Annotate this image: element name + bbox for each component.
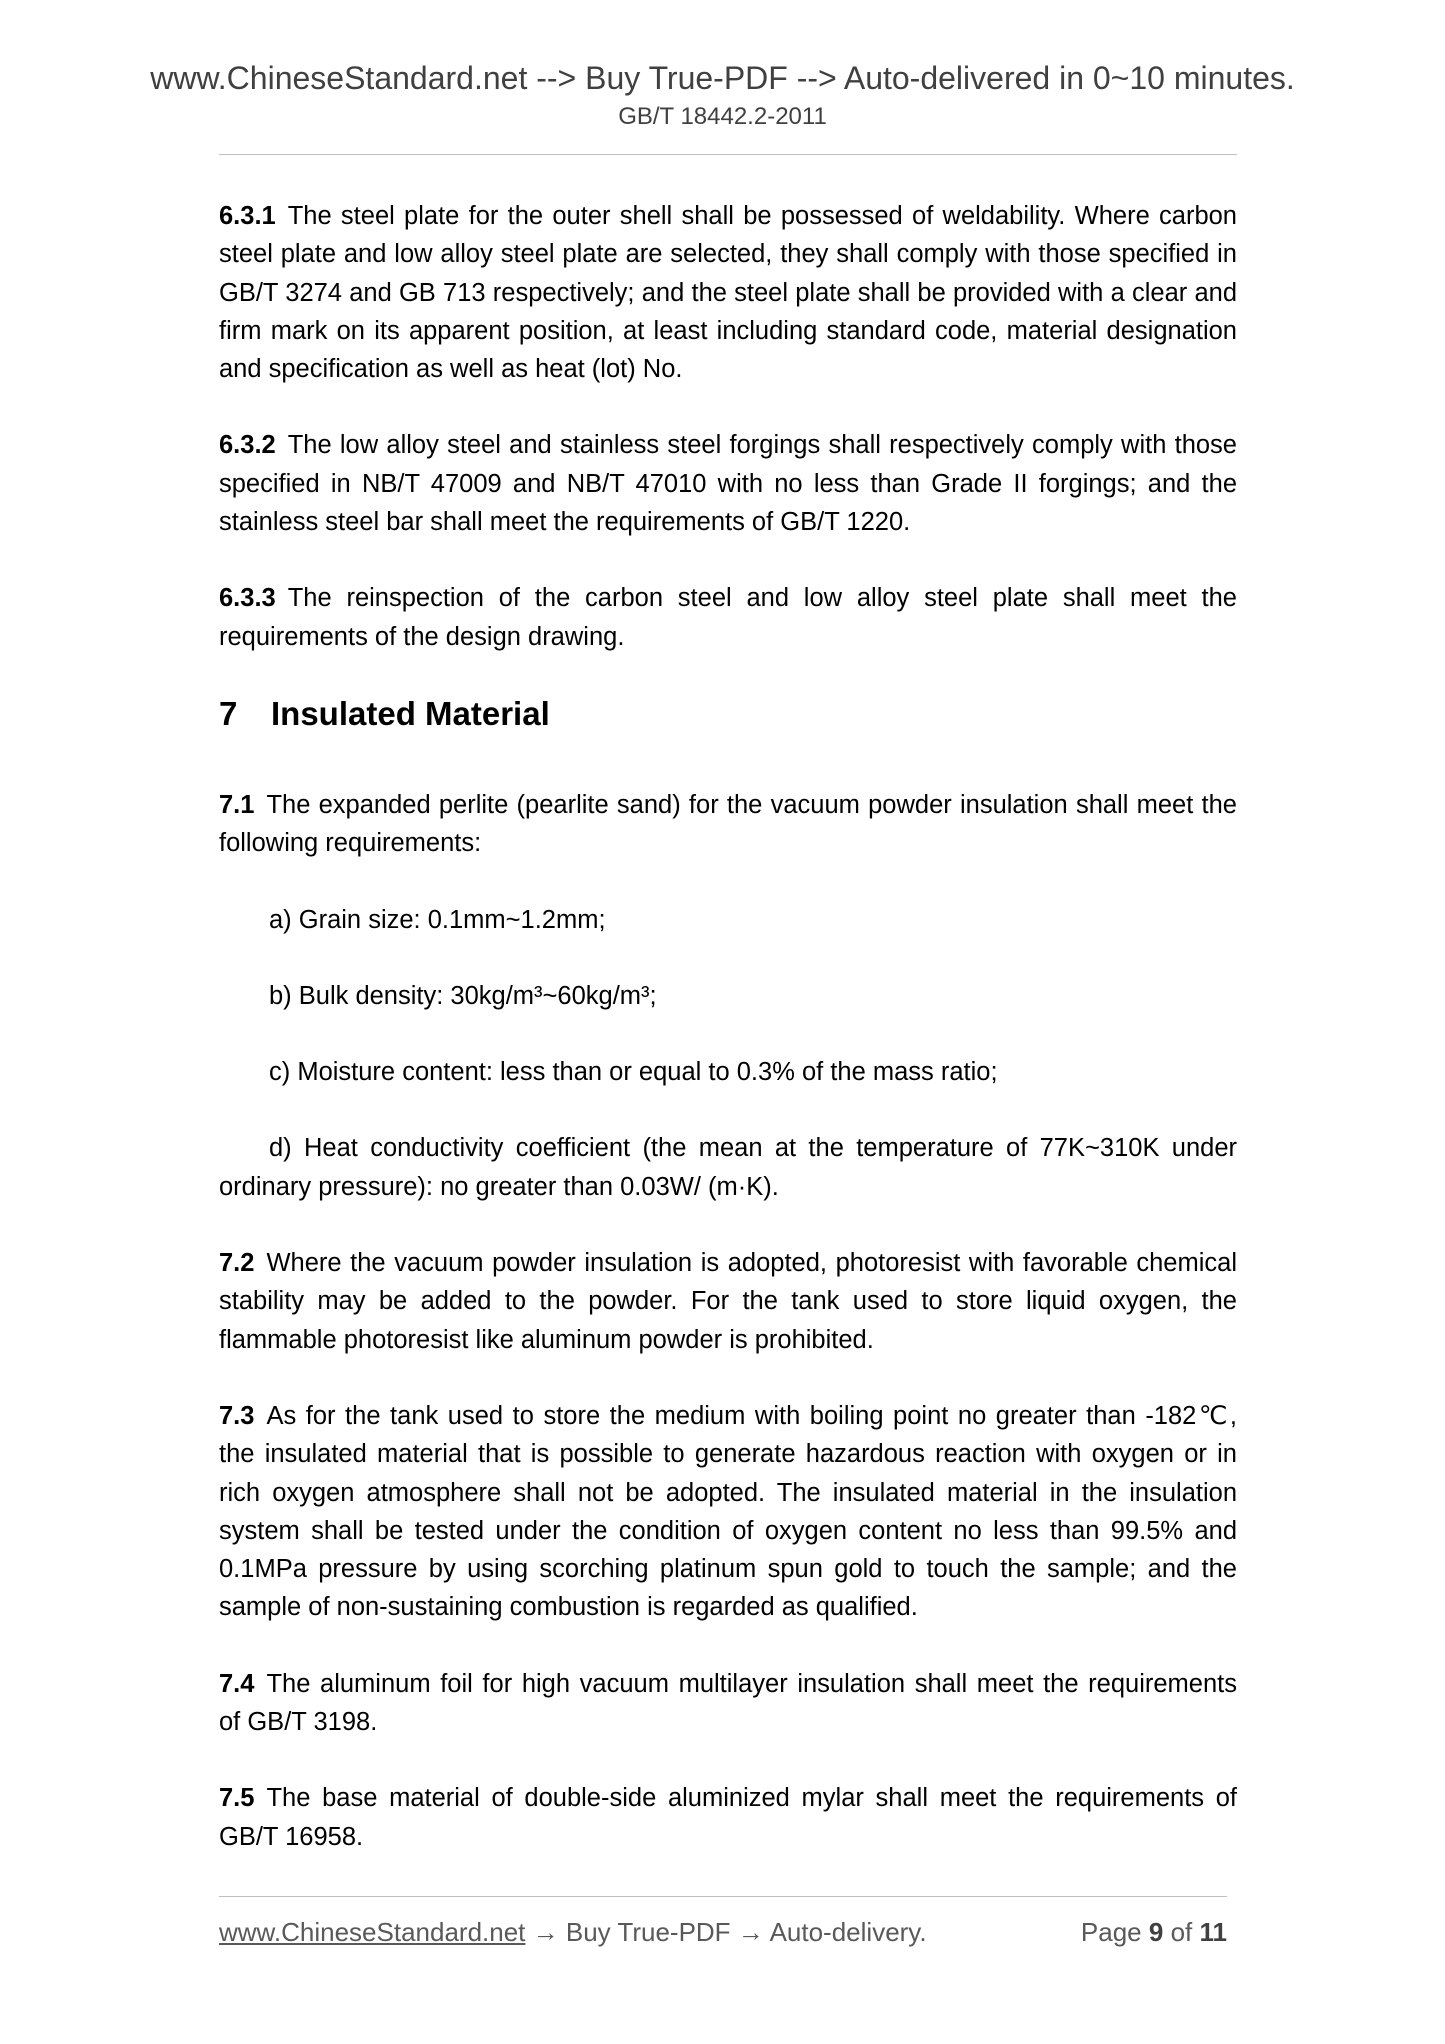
- clause-number: 7.2: [219, 1249, 255, 1278]
- footer-divider: [219, 1896, 1227, 1897]
- top-banner: www.ChineseStandard.net --> Buy True-PDF --> Auto-delivered in 0~10 minutes.: [150, 60, 1295, 96]
- clause-7-4: [219, 1665, 1237, 1742]
- clause-number: 7.1: [219, 790, 255, 819]
- document-code: GB/T 18442.2-2011: [618, 103, 827, 130]
- clause-7-2: [219, 1244, 1237, 1359]
- list-item-a: a) Grain size: 0.1mm~1.2mm;: [269, 905, 606, 934]
- list-item-b: b) Bulk density: 30kg/m³~60kg/m³;: [269, 981, 657, 1010]
- page-indicator: [1081, 1915, 1227, 1949]
- clause-number: 6.3.2: [219, 431, 276, 460]
- clause-text: The steel plate for the outer shell shall be possessed of weldability. Where carbon steel plate and low alloy steel plate are selected, they shall comply with those specified in GB/T 3274 and GB 713 respectively; and the steel plate shall be provided with a clear and firm mark on its apparent position, at least including standard code, material designation and specification as well as heat (lot) No.: [219, 202, 1237, 384]
- clause-number: 7.4: [219, 1669, 255, 1698]
- section-number: 7: [219, 694, 238, 732]
- clause-7-3: [219, 1397, 1237, 1627]
- page-of: of: [1170, 1917, 1193, 1947]
- clause-text: The expanded perlite (pearlite sand) for the vacuum powder insulation shall meet the following requirements:: [219, 790, 1237, 858]
- clause-6-3-2: [219, 426, 1237, 541]
- clause-7-1: [219, 786, 1237, 863]
- footer-promo: [219, 1915, 927, 1949]
- clause-number: 6.3.1: [219, 202, 276, 230]
- clause-number: 6.3.3: [219, 584, 276, 613]
- clause-text: The low alloy steel and stainless steel forgings shall respectively comply with those specified in NB/T 47009 and NB/T 47010 with no less than Grade II forgings; and the stainless steel bar shall meet the requirements of GB/T 1220.: [219, 431, 1237, 537]
- page-label: Page: [1080, 1917, 1142, 1947]
- page-current: 9: [1148, 1917, 1164, 1947]
- clause-number: 7.5: [219, 1784, 255, 1813]
- list-item-c: c) Moisture content: less than or equal to 0.3% of the mass ratio;: [269, 1058, 998, 1087]
- document-body: [219, 197, 1237, 1894]
- clause-text: Where the vacuum powder insulation is adopted, photoresist with favorable chemical stability may be added to the powder. For the tank used to store liquid oxygen, the flammable photoresist like aluminum powder is prohibited.: [219, 1249, 1237, 1354]
- clause-text: As for the tank used to store the medium with boiling point no greater than -182℃, the insulated material that is possible to generate hazardous reaction with oxygen or in rich oxygen atmosphere shall not be adopted. The insulated material in the insulation system shall be tested under the condition of oxygen content no less than 99.5% and 0.1MPa pressure by using scorching platinum spun gold to touch the sample; and the sample of non-sustaining combustion is regarded as qualified.: [219, 1401, 1237, 1622]
- clause-text: The base material of double-side aluminized mylar shall meet the requirements of GB/T 16958.: [219, 1784, 1237, 1851]
- header-divider: [219, 154, 1237, 155]
- footer-promo-text: → Buy True-PDF → Auto-delivery.: [525, 1917, 927, 1947]
- page-total: 11: [1199, 1917, 1227, 1947]
- section-7-heading: [219, 694, 1237, 734]
- clause-6-3-1: [219, 197, 1237, 388]
- clause-text: The aluminum foil for high vacuum multilayer insulation shall meet the requirements of GB/T 3198.: [219, 1669, 1237, 1737]
- clause-number: 7.3: [219, 1401, 255, 1430]
- list-item-d: d) Heat conductivity coefficient (the mean at the temperature of 77K~310K under ordinary pressure): no greater than 0.03W/ (m·K).: [219, 1134, 1237, 1201]
- clause-text: The reinspection of the carbon steel and low alloy steel plate shall meet the requirements of the design drawing.: [219, 584, 1237, 651]
- section-title: Insulated Material: [271, 694, 550, 732]
- footer-site-link[interactable]: www.ChineseStandard.net: [219, 1917, 526, 1947]
- clause-7-5: [219, 1779, 1237, 1856]
- clause-6-3-3: [219, 579, 1237, 656]
